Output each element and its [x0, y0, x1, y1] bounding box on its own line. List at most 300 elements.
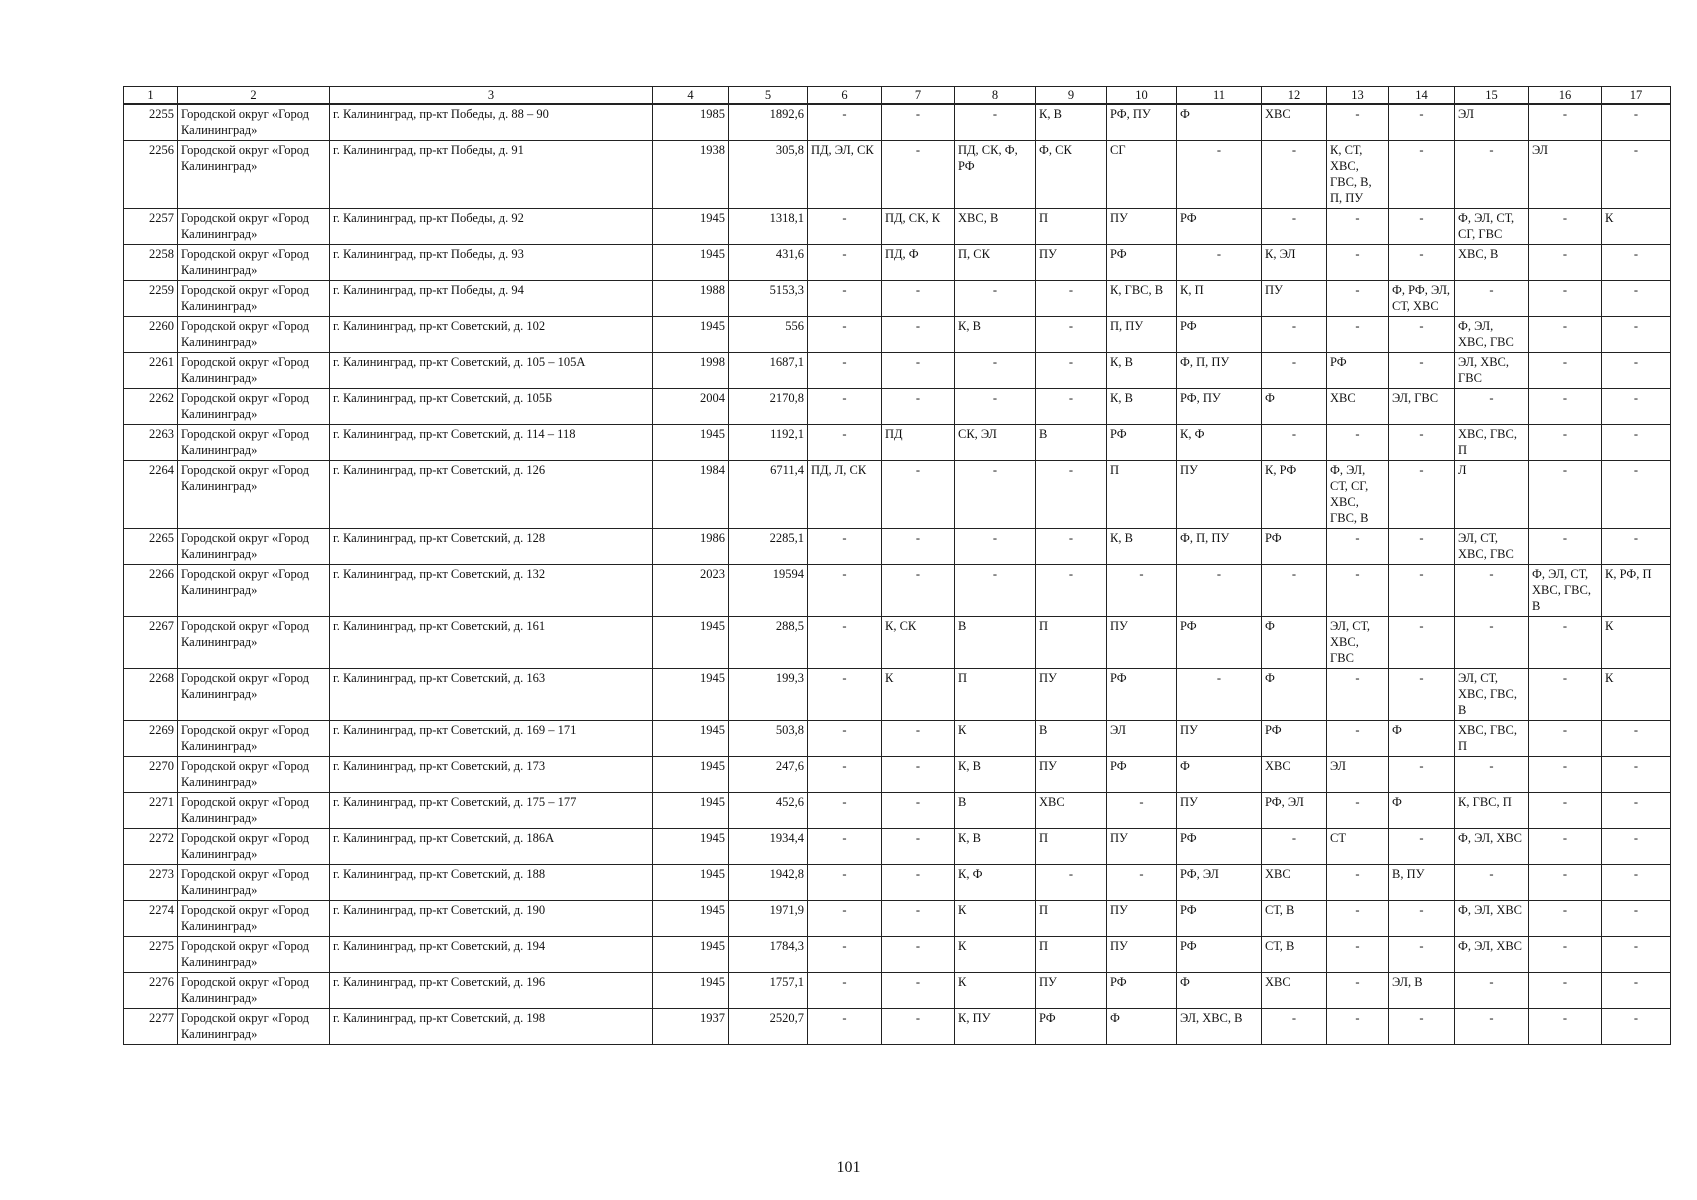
work-code-cell-col8: К	[955, 973, 1036, 1009]
work-code-cell-col8: К	[955, 901, 1036, 937]
work-code-cell-col16: -	[1529, 669, 1602, 721]
work-code-cell-col13: ХВС	[1327, 389, 1389, 425]
work-code-cell-col16: -	[1529, 353, 1602, 389]
municipality-cell: Городской округ «Город Калининград»	[178, 617, 330, 669]
work-code-cell-col11: РФ	[1177, 209, 1262, 245]
work-code-cell-col14: ЭЛ, ГВС	[1389, 389, 1455, 425]
work-code-cell-col17: -	[1602, 937, 1671, 973]
work-code-cell-col15: -	[1455, 1009, 1529, 1045]
work-code-cell-col14: -	[1389, 529, 1455, 565]
year-built-cell: 1945	[653, 617, 729, 669]
work-code-cell-col17: -	[1602, 317, 1671, 353]
work-code-cell-col9: П	[1036, 829, 1107, 865]
row-number-cell: 2258	[124, 245, 178, 281]
work-code-cell-col11: РФ	[1177, 901, 1262, 937]
work-code-cell-col11: РФ, ПУ	[1177, 389, 1262, 425]
work-code-cell-col6: -	[808, 245, 882, 281]
table-row	[124, 901, 1671, 937]
work-code-cell-col7: -	[882, 529, 955, 565]
work-code-cell-col17: -	[1602, 104, 1671, 141]
work-code-cell-col12: РФ	[1262, 721, 1327, 757]
work-code-cell-col6: -	[808, 317, 882, 353]
work-code-cell-col13: -	[1327, 317, 1389, 353]
work-code-cell-col12: -	[1262, 829, 1327, 865]
address-cell: г. Калининград, пр-кт Советский, д. 114 – 118	[330, 425, 653, 461]
work-code-cell-col11: К, Ф	[1177, 425, 1262, 461]
column-header-14: 14	[1389, 87, 1455, 105]
row-number-cell: 2268	[124, 669, 178, 721]
work-code-cell-col9: ПУ	[1036, 245, 1107, 281]
work-code-cell-col11: РФ	[1177, 617, 1262, 669]
column-header-16: 16	[1529, 87, 1602, 105]
work-code-cell-col15: ЭЛ, СТ, ХВС, ГВС, В	[1455, 669, 1529, 721]
work-code-cell-col16: -	[1529, 617, 1602, 669]
year-built-cell: 1945	[653, 829, 729, 865]
area-cell: 431,6	[729, 245, 808, 281]
table-row	[124, 1009, 1671, 1045]
work-code-cell-col15: Ф, ЭЛ, ХВС	[1455, 937, 1529, 973]
work-code-cell-col11: РФ	[1177, 829, 1262, 865]
work-code-cell-col14: Ф, РФ, ЭЛ, СТ, ХВС	[1389, 281, 1455, 317]
work-code-cell-col9: РФ	[1036, 1009, 1107, 1045]
work-code-cell-col9: В	[1036, 425, 1107, 461]
work-code-cell-col10: РФ	[1107, 973, 1177, 1009]
work-code-cell-col6: -	[808, 104, 882, 141]
work-code-cell-col6: -	[808, 793, 882, 829]
table-row	[124, 617, 1671, 669]
municipality-cell: Городской округ «Город Калининград»	[178, 461, 330, 529]
work-code-cell-col12: РФ, ЭЛ	[1262, 793, 1327, 829]
table-row	[124, 757, 1671, 793]
address-cell: г. Калининград, пр-кт Советский, д. 196	[330, 973, 653, 1009]
address-cell: г. Калининград, пр-кт Советский, д. 173	[330, 757, 653, 793]
work-code-cell-col12: ХВС	[1262, 973, 1327, 1009]
row-number-cell: 2275	[124, 937, 178, 973]
work-code-cell-col11: К, П	[1177, 281, 1262, 317]
table-body	[124, 104, 1671, 1045]
work-code-cell-col10: ПУ	[1107, 829, 1177, 865]
municipality-cell: Городской округ «Город Калининград»	[178, 669, 330, 721]
work-code-cell-col15: ХВС, ГВС, П	[1455, 425, 1529, 461]
work-code-cell-col12: -	[1262, 425, 1327, 461]
work-code-cell-col6: -	[808, 565, 882, 617]
table-row	[124, 829, 1671, 865]
work-code-cell-col11: ЭЛ, ХВС, В	[1177, 1009, 1262, 1045]
work-code-cell-col13: -	[1327, 721, 1389, 757]
address-cell: г. Калининград, пр-кт Победы, д. 92	[330, 209, 653, 245]
work-code-cell-col13: -	[1327, 937, 1389, 973]
municipality-cell: Городской округ «Город Калининград»	[178, 141, 330, 209]
year-built-cell: 1985	[653, 104, 729, 141]
work-code-cell-col13: ЭЛ, СТ, ХВС, ГВС	[1327, 617, 1389, 669]
work-code-cell-col15: К, ГВС, П	[1455, 793, 1529, 829]
work-code-cell-col6: -	[808, 973, 882, 1009]
work-code-cell-col16: -	[1529, 865, 1602, 901]
work-code-cell-col6: -	[808, 353, 882, 389]
work-code-cell-col13: -	[1327, 793, 1389, 829]
work-code-cell-col13: -	[1327, 865, 1389, 901]
work-code-cell-col16: -	[1529, 937, 1602, 973]
work-code-cell-col17: К	[1602, 209, 1671, 245]
work-code-cell-col11: ПУ	[1177, 793, 1262, 829]
address-cell: г. Калининград, пр-кт Советский, д. 132	[330, 565, 653, 617]
table-row	[124, 721, 1671, 757]
work-code-cell-col9: -	[1036, 389, 1107, 425]
year-built-cell: 1945	[653, 669, 729, 721]
work-code-cell-col14: -	[1389, 617, 1455, 669]
work-code-cell-col12: РФ	[1262, 529, 1327, 565]
area-cell: 1318,1	[729, 209, 808, 245]
work-code-cell-col16: -	[1529, 389, 1602, 425]
column-header-12: 12	[1262, 87, 1327, 105]
work-code-cell-col16: -	[1529, 461, 1602, 529]
work-code-cell-col14: -	[1389, 829, 1455, 865]
municipality-cell: Городской округ «Город Калининград»	[178, 937, 330, 973]
work-code-cell-col9: П	[1036, 901, 1107, 937]
row-number-cell: 2259	[124, 281, 178, 317]
work-code-cell-col10: РФ	[1107, 669, 1177, 721]
work-code-cell-col12: -	[1262, 1009, 1327, 1045]
work-code-cell-col8: СК, ЭЛ	[955, 425, 1036, 461]
work-code-cell-col8: К	[955, 721, 1036, 757]
work-code-cell-col6: -	[808, 209, 882, 245]
work-code-cell-col7: ПД	[882, 425, 955, 461]
address-cell: г. Калининград, пр-кт Советский, д. 188	[330, 865, 653, 901]
address-cell: г. Калининград, пр-кт Советский, д. 105Б	[330, 389, 653, 425]
work-code-cell-col6: -	[808, 937, 882, 973]
work-code-cell-col10: К, В	[1107, 389, 1177, 425]
work-code-cell-col10: Ф	[1107, 1009, 1177, 1045]
work-code-cell-col17: -	[1602, 721, 1671, 757]
work-code-cell-col12: СТ, В	[1262, 937, 1327, 973]
work-code-cell-col7: -	[882, 141, 955, 209]
municipality-cell: Городской округ «Город Калининград»	[178, 901, 330, 937]
work-code-cell-col10: К, В	[1107, 529, 1177, 565]
work-code-cell-col9: К, В	[1036, 104, 1107, 141]
year-built-cell: 1945	[653, 209, 729, 245]
work-code-cell-col7: -	[882, 721, 955, 757]
year-built-cell: 1945	[653, 937, 729, 973]
work-code-cell-col10: -	[1107, 565, 1177, 617]
work-code-cell-col17: -	[1602, 1009, 1671, 1045]
work-code-cell-col16: -	[1529, 317, 1602, 353]
work-code-cell-col9: ПУ	[1036, 757, 1107, 793]
work-code-cell-col13: -	[1327, 973, 1389, 1009]
work-code-cell-col11: Ф, П, ПУ	[1177, 353, 1262, 389]
work-code-cell-col16: -	[1529, 245, 1602, 281]
year-built-cell: 1945	[653, 425, 729, 461]
work-code-cell-col7: -	[882, 104, 955, 141]
address-cell: г. Калининград, пр-кт Победы, д. 94	[330, 281, 653, 317]
area-cell: 452,6	[729, 793, 808, 829]
municipality-cell: Городской округ «Город Калининград»	[178, 793, 330, 829]
work-code-cell-col15: -	[1455, 973, 1529, 1009]
table-row	[124, 281, 1671, 317]
work-code-cell-col16: -	[1529, 973, 1602, 1009]
work-code-cell-col15: Ф, ЭЛ, ХВС, ГВС	[1455, 317, 1529, 353]
work-code-cell-col16: -	[1529, 901, 1602, 937]
year-built-cell: 1945	[653, 901, 729, 937]
work-code-cell-col7: -	[882, 937, 955, 973]
address-cell: г. Калининград, пр-кт Советский, д. 194	[330, 937, 653, 973]
work-code-cell-col8: -	[955, 529, 1036, 565]
work-code-cell-col16: -	[1529, 1009, 1602, 1045]
work-code-cell-col10: РФ	[1107, 425, 1177, 461]
address-cell: г. Калининград, пр-кт Советский, д. 163	[330, 669, 653, 721]
work-code-cell-col12: Ф	[1262, 669, 1327, 721]
year-built-cell: 2023	[653, 565, 729, 617]
municipality-cell: Городской округ «Город Калининград»	[178, 1009, 330, 1045]
column-header-1: 1	[124, 87, 178, 105]
work-code-cell-col8: К, Ф	[955, 865, 1036, 901]
work-code-cell-col15: -	[1455, 757, 1529, 793]
work-code-cell-col14: -	[1389, 669, 1455, 721]
work-code-cell-col7: -	[882, 757, 955, 793]
work-code-cell-col7: -	[882, 281, 955, 317]
work-code-cell-col9: -	[1036, 317, 1107, 353]
work-code-cell-col17: -	[1602, 829, 1671, 865]
work-code-cell-col10: ЭЛ	[1107, 721, 1177, 757]
work-code-cell-col9: -	[1036, 865, 1107, 901]
area-cell: 1942,8	[729, 865, 808, 901]
work-code-cell-col16: -	[1529, 529, 1602, 565]
work-code-cell-col15: Ф, ЭЛ, ХВС	[1455, 829, 1529, 865]
work-code-cell-col6: -	[808, 425, 882, 461]
municipality-cell: Городской округ «Город Калининград»	[178, 353, 330, 389]
area-cell: 1934,4	[729, 829, 808, 865]
work-code-cell-col8: -	[955, 565, 1036, 617]
work-code-cell-col10: РФ	[1107, 757, 1177, 793]
column-header-9: 9	[1036, 87, 1107, 105]
work-code-cell-col11: -	[1177, 141, 1262, 209]
work-code-cell-col17: -	[1602, 141, 1671, 209]
work-code-cell-col12: -	[1262, 353, 1327, 389]
table-row	[124, 565, 1671, 617]
area-cell: 5153,3	[729, 281, 808, 317]
work-code-cell-col16: -	[1529, 425, 1602, 461]
work-code-cell-col17: К	[1602, 669, 1671, 721]
row-number-cell: 2256	[124, 141, 178, 209]
work-code-cell-col14: В, ПУ	[1389, 865, 1455, 901]
work-code-cell-col11: -	[1177, 669, 1262, 721]
work-code-cell-col17: -	[1602, 865, 1671, 901]
work-code-cell-col15: -	[1455, 281, 1529, 317]
year-built-cell: 1945	[653, 721, 729, 757]
work-code-cell-col11: Ф, П, ПУ	[1177, 529, 1262, 565]
work-code-cell-col14: -	[1389, 425, 1455, 461]
area-cell: 6711,4	[729, 461, 808, 529]
column-header-15: 15	[1455, 87, 1529, 105]
work-code-cell-col10: П	[1107, 461, 1177, 529]
column-header-13: 13	[1327, 87, 1389, 105]
work-code-cell-col9: П	[1036, 209, 1107, 245]
table-row	[124, 937, 1671, 973]
column-header-2: 2	[178, 87, 330, 105]
work-code-cell-col17: -	[1602, 529, 1671, 565]
address-cell: г. Калининград, пр-кт Советский, д. 126	[330, 461, 653, 529]
work-code-cell-col10: СГ	[1107, 141, 1177, 209]
work-code-cell-col7: -	[882, 461, 955, 529]
work-code-cell-col9: ПУ	[1036, 973, 1107, 1009]
work-code-cell-col9: П	[1036, 937, 1107, 973]
work-code-cell-col13: РФ	[1327, 353, 1389, 389]
table-row	[124, 425, 1671, 461]
work-code-cell-col11: РФ	[1177, 937, 1262, 973]
area-cell: 1784,3	[729, 937, 808, 973]
column-header-7: 7	[882, 87, 955, 105]
work-code-cell-col14: -	[1389, 209, 1455, 245]
column-header-11: 11	[1177, 87, 1262, 105]
work-code-cell-col15: -	[1455, 565, 1529, 617]
area-cell: 556	[729, 317, 808, 353]
work-code-cell-col12: К, ЭЛ	[1262, 245, 1327, 281]
row-number-cell: 2264	[124, 461, 178, 529]
work-code-cell-col8: К, В	[955, 317, 1036, 353]
year-built-cell: 1988	[653, 281, 729, 317]
work-code-cell-col17: -	[1602, 425, 1671, 461]
column-header-5: 5	[729, 87, 808, 105]
work-code-cell-col13: -	[1327, 104, 1389, 141]
work-code-cell-col8: К, ПУ	[955, 1009, 1036, 1045]
municipality-cell: Городской округ «Город Калининград»	[178, 565, 330, 617]
work-code-cell-col8: П	[955, 669, 1036, 721]
work-code-cell-col10: ПУ	[1107, 901, 1177, 937]
work-code-cell-col17: -	[1602, 281, 1671, 317]
work-code-cell-col9: -	[1036, 461, 1107, 529]
work-code-cell-col12: -	[1262, 317, 1327, 353]
row-number-cell: 2267	[124, 617, 178, 669]
work-code-cell-col7: -	[882, 901, 955, 937]
area-cell: 2285,1	[729, 529, 808, 565]
row-number-cell: 2263	[124, 425, 178, 461]
work-code-cell-col11: РФ, ЭЛ	[1177, 865, 1262, 901]
column-header-10: 10	[1107, 87, 1177, 105]
work-code-cell-col10: ПУ	[1107, 937, 1177, 973]
area-cell: 1192,1	[729, 425, 808, 461]
work-code-cell-col8: В	[955, 617, 1036, 669]
work-code-cell-col13: -	[1327, 245, 1389, 281]
row-number-cell: 2277	[124, 1009, 178, 1045]
work-code-cell-col15: Ф, ЭЛ, СТ, СГ, ГВС	[1455, 209, 1529, 245]
work-code-cell-col7: -	[882, 829, 955, 865]
column-header-3: 3	[330, 87, 653, 105]
municipality-cell: Городской округ «Город Калининград»	[178, 104, 330, 141]
municipality-cell: Городской округ «Город Калининград»	[178, 829, 330, 865]
work-code-cell-col7: -	[882, 353, 955, 389]
municipality-cell: Городской округ «Город Калининград»	[178, 245, 330, 281]
column-header-6: 6	[808, 87, 882, 105]
address-cell: г. Калининград, пр-кт Советский, д. 169 – 171	[330, 721, 653, 757]
work-code-cell-col16: -	[1529, 793, 1602, 829]
municipality-cell: Городской округ «Город Калининград»	[178, 281, 330, 317]
work-code-cell-col7: ПД, СК, К	[882, 209, 955, 245]
row-number-cell: 2260	[124, 317, 178, 353]
area-cell: 503,8	[729, 721, 808, 757]
municipality-cell: Городской округ «Город Калининград»	[178, 721, 330, 757]
work-code-cell-col17: -	[1602, 757, 1671, 793]
address-cell: г. Калининград, пр-кт Победы, д. 93	[330, 245, 653, 281]
area-cell: 2170,8	[729, 389, 808, 425]
work-code-cell-col15: ЭЛ, ХВС, ГВС	[1455, 353, 1529, 389]
work-code-cell-col9: ХВС	[1036, 793, 1107, 829]
work-code-cell-col8: ХВС, В	[955, 209, 1036, 245]
work-code-cell-col9: В	[1036, 721, 1107, 757]
year-built-cell: 1945	[653, 317, 729, 353]
work-code-cell-col12: ХВС	[1262, 104, 1327, 141]
table-row	[124, 245, 1671, 281]
work-code-cell-col8: К, В	[955, 829, 1036, 865]
work-code-cell-col6: -	[808, 1009, 882, 1045]
area-cell: 305,8	[729, 141, 808, 209]
work-code-cell-col9: -	[1036, 529, 1107, 565]
row-number-cell: 2272	[124, 829, 178, 865]
work-code-cell-col13: -	[1327, 425, 1389, 461]
work-code-cell-col7: К	[882, 669, 955, 721]
table-row	[124, 353, 1671, 389]
area-cell: 19594	[729, 565, 808, 617]
municipality-cell: Городской округ «Город Калининград»	[178, 865, 330, 901]
work-code-cell-col6: ПД, Л, СК	[808, 461, 882, 529]
area-cell: 247,6	[729, 757, 808, 793]
work-code-cell-col10: ПУ	[1107, 209, 1177, 245]
address-cell: г. Калининград, пр-кт Советский, д. 105 – 105А	[330, 353, 653, 389]
year-built-cell: 1945	[653, 973, 729, 1009]
work-code-cell-col14: Ф	[1389, 793, 1455, 829]
row-number-cell: 2269	[124, 721, 178, 757]
work-code-cell-col14: -	[1389, 141, 1455, 209]
work-code-cell-col13: -	[1327, 901, 1389, 937]
table-row	[124, 973, 1671, 1009]
work-code-cell-col8: -	[955, 281, 1036, 317]
work-code-cell-col12: Ф	[1262, 389, 1327, 425]
municipality-cell: Городской округ «Город Калининград»	[178, 209, 330, 245]
work-code-cell-col16: ЭЛ	[1529, 141, 1602, 209]
work-code-cell-col8: -	[955, 353, 1036, 389]
row-number-cell: 2271	[124, 793, 178, 829]
year-built-cell: 2004	[653, 389, 729, 425]
work-code-cell-col12: ХВС	[1262, 757, 1327, 793]
work-code-cell-col8: -	[955, 461, 1036, 529]
work-code-cell-col13: -	[1327, 565, 1389, 617]
work-code-cell-col15: -	[1455, 389, 1529, 425]
work-code-cell-col11: -	[1177, 565, 1262, 617]
work-code-cell-col6: -	[808, 529, 882, 565]
column-header-8: 8	[955, 87, 1036, 105]
work-code-cell-col15: -	[1455, 617, 1529, 669]
row-number-cell: 2266	[124, 565, 178, 617]
work-code-cell-col7: -	[882, 1009, 955, 1045]
work-code-cell-col8: В	[955, 793, 1036, 829]
work-code-cell-col15: Л	[1455, 461, 1529, 529]
work-code-cell-col14: -	[1389, 1009, 1455, 1045]
table-row	[124, 317, 1671, 353]
table-row	[124, 104, 1671, 141]
work-code-cell-col6: -	[808, 389, 882, 425]
row-number-cell: 2255	[124, 104, 178, 141]
address-cell: г. Калининград, пр-кт Советский, д. 175 – 177	[330, 793, 653, 829]
address-cell: г. Калининград, пр-кт Советский, д. 102	[330, 317, 653, 353]
work-code-cell-col17: -	[1602, 461, 1671, 529]
work-code-cell-col15: Ф, ЭЛ, ХВС	[1455, 901, 1529, 937]
table-row	[124, 793, 1671, 829]
work-code-cell-col6: ПД, ЭЛ, СК	[808, 141, 882, 209]
year-built-cell: 1945	[653, 793, 729, 829]
work-code-cell-col6: -	[808, 721, 882, 757]
area-cell: 1757,1	[729, 973, 808, 1009]
work-code-cell-col15: ХВС, ГВС, П	[1455, 721, 1529, 757]
work-code-cell-col17: -	[1602, 245, 1671, 281]
work-code-cell-col16: -	[1529, 757, 1602, 793]
